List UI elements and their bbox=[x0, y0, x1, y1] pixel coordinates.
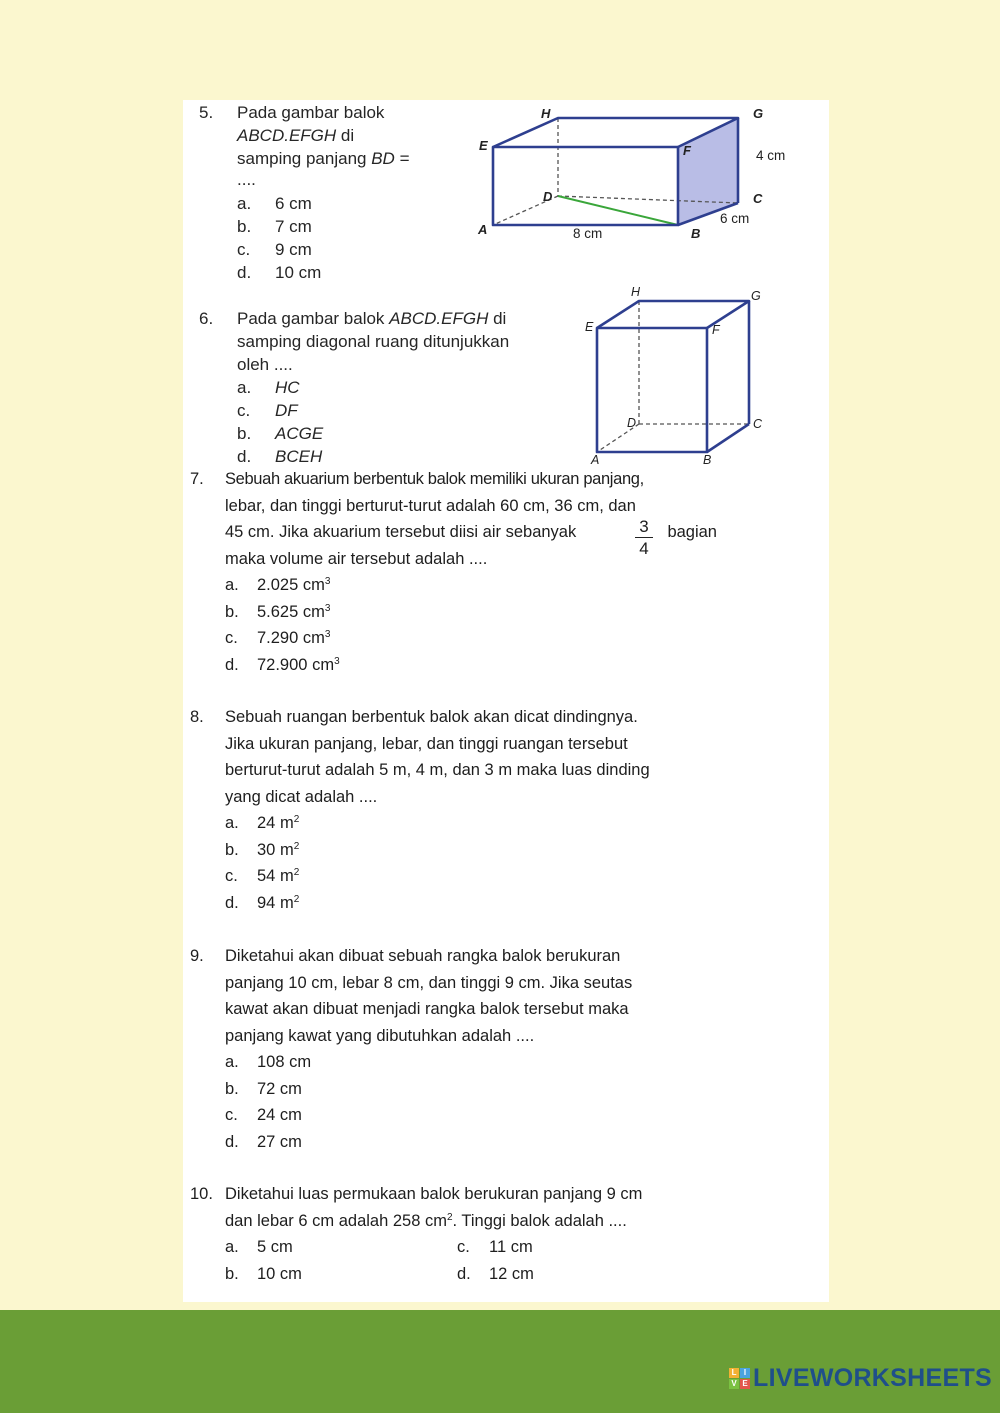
diagonal-bd bbox=[558, 196, 678, 225]
option-letter: c. bbox=[225, 1106, 238, 1124]
option-text: 72 cm bbox=[257, 1079, 302, 1098]
option-text: 10 cm bbox=[275, 263, 322, 282]
q6-option-c[interactable] bbox=[237, 399, 577, 422]
option-text: 11 cm bbox=[489, 1238, 533, 1256]
q7-stem bbox=[225, 466, 717, 678]
option-unit: cm bbox=[302, 576, 325, 594]
q7-option-c[interactable] bbox=[225, 625, 717, 652]
q9-option-a[interactable] bbox=[225, 1049, 717, 1076]
option-text: ACGE bbox=[275, 424, 324, 443]
q6-cuboid-figure bbox=[583, 286, 783, 466]
q8-option-a[interactable] bbox=[225, 810, 717, 837]
fig-q5-width-label: 6 cm bbox=[720, 211, 750, 226]
q6-line2: samping diagonal ruang ditunjukkan bbox=[237, 332, 510, 351]
q8-line2: Jika ukuran panjang, lebar, dan tinggi ruangan tersebut bbox=[225, 734, 628, 753]
option-text: BCEH bbox=[275, 447, 323, 466]
mark-e: E bbox=[740, 1379, 750, 1389]
option-exp: 3 bbox=[334, 655, 340, 667]
q10-options-row1 bbox=[225, 1234, 717, 1261]
q8-line1: Sebuah ruangan berbentuk balok akan dicat dindingnya. bbox=[225, 708, 638, 726]
fraction-denominator: 4 bbox=[639, 539, 649, 558]
q6-number: 6. bbox=[199, 309, 214, 328]
q10-option-d[interactable] bbox=[457, 1261, 534, 1288]
q10-option-c[interactable] bbox=[457, 1234, 533, 1261]
option-text: 27 cm bbox=[257, 1132, 302, 1151]
q5-option-a[interactable] bbox=[237, 192, 467, 215]
q5-shape-name: ABCD.EFGH bbox=[237, 126, 337, 145]
option-letter: a. bbox=[225, 814, 239, 832]
option-exp: 2 bbox=[293, 840, 300, 852]
fig-q6-label-f: F bbox=[712, 323, 720, 337]
top-edges bbox=[597, 301, 749, 328]
q7-line4: maka volume air tersebut adalah .... bbox=[225, 549, 488, 568]
option-unit: cm bbox=[302, 629, 325, 647]
q9-line3: kawat akan dibuat menjadi rangka balok tersebut maka bbox=[225, 1000, 629, 1018]
option-letter: a. bbox=[225, 1053, 239, 1071]
option-text: 10 cm bbox=[257, 1264, 302, 1283]
q10-line2-text: dan lebar 6 cm adalah 258 cm bbox=[225, 1211, 447, 1230]
worksheet-paper bbox=[183, 100, 829, 1302]
q10-line1: Diketahui luas permukaan balok berukuran panjang 9 cm bbox=[225, 1185, 643, 1203]
option-exp: 3 bbox=[324, 576, 331, 587]
q5-dots: .... bbox=[237, 170, 256, 189]
option-letter: a. bbox=[237, 378, 252, 397]
option-text: DF bbox=[275, 401, 298, 420]
fraction-bar bbox=[635, 537, 653, 538]
q9-line1: Diketahui akan dibuat sebuah rangka balok berukuran bbox=[225, 947, 621, 965]
q5-stem bbox=[237, 101, 467, 284]
q10-line2-exp: 2 bbox=[446, 1211, 453, 1223]
option-value: 54 bbox=[257, 867, 276, 885]
option-text: 6 cm bbox=[275, 194, 312, 213]
option-letter: d. bbox=[225, 893, 239, 912]
q9-stem bbox=[225, 943, 717, 1155]
option-value: 7.290 bbox=[257, 629, 299, 647]
q5-option-d[interactable] bbox=[237, 261, 467, 284]
edge-cb bbox=[707, 424, 749, 452]
q7-line3-end: bagian bbox=[667, 523, 717, 541]
option-unit: m bbox=[279, 893, 294, 912]
q7-fraction bbox=[633, 517, 655, 558]
option-exp: 3 bbox=[324, 629, 331, 640]
q9-number: 9. bbox=[190, 947, 204, 965]
q6-option-b[interactable] bbox=[237, 422, 577, 445]
q10-line2 bbox=[225, 1208, 717, 1235]
q5-option-b[interactable] bbox=[237, 215, 467, 238]
q10-option-a[interactable] bbox=[225, 1234, 293, 1261]
q8-option-d[interactable] bbox=[225, 890, 717, 917]
option-unit: m bbox=[279, 840, 294, 859]
q5-eq: = bbox=[399, 149, 410, 168]
option-value: 30 bbox=[257, 840, 276, 859]
option-value: 72.900 bbox=[257, 655, 308, 674]
option-letter: c. bbox=[225, 867, 238, 885]
option-letter: d. bbox=[237, 447, 252, 466]
fig-q6-label-e: E bbox=[585, 320, 594, 334]
option-unit: cm bbox=[302, 602, 325, 621]
q6-line1-end: di bbox=[493, 309, 507, 328]
option-text: 24 cm bbox=[257, 1106, 302, 1124]
fig-q6-label-b: B bbox=[703, 453, 712, 466]
q7-line2: lebar, dan tinggi berturut-turut adalah 60 cm, 36 cm, dan bbox=[225, 496, 636, 515]
option-unit: m bbox=[279, 867, 294, 885]
option-letter: b. bbox=[225, 1079, 239, 1098]
option-letter: a. bbox=[237, 194, 252, 213]
q5-line3: samping panjang bbox=[237, 149, 367, 168]
q10-stem bbox=[225, 1181, 717, 1287]
q7-option-d[interactable] bbox=[225, 652, 717, 679]
fig-q5-height-label: 4 cm bbox=[756, 148, 786, 163]
q8-option-b[interactable] bbox=[225, 837, 717, 864]
q7-line3-text: 45 cm. Jika akuarium tersebut diisi air sebanyak bbox=[225, 523, 577, 541]
q6-line3: oleh .... bbox=[237, 355, 293, 374]
q9-option-d[interactable] bbox=[225, 1129, 717, 1156]
option-letter: b. bbox=[237, 424, 252, 443]
fig-q6-label-c: C bbox=[753, 417, 763, 431]
mark-l: L bbox=[729, 1368, 739, 1378]
option-exp: 2 bbox=[293, 867, 300, 878]
right-face bbox=[678, 118, 738, 225]
q10-number: 10. bbox=[190, 1185, 213, 1203]
fig-q5-label-h: H bbox=[541, 106, 551, 121]
fraction-numerator: 3 bbox=[639, 517, 649, 536]
fig-q5-length-label: 8 cm bbox=[573, 226, 603, 241]
q9-option-b[interactable] bbox=[225, 1076, 717, 1103]
q9-line2: panjang 10 cm, lebar 8 cm, dan tinggi 9 cm. Jika seutas bbox=[225, 973, 633, 992]
mark-v: V bbox=[729, 1379, 739, 1389]
fig-q5-label-c: C bbox=[753, 191, 763, 206]
option-letter: c. bbox=[237, 401, 251, 420]
option-letter: b. bbox=[225, 602, 239, 621]
q5-option-c[interactable] bbox=[237, 238, 467, 261]
q5-line2: di bbox=[340, 126, 355, 145]
option-text: 5 cm bbox=[257, 1238, 293, 1256]
fig-q5-label-f: F bbox=[683, 143, 691, 158]
q8-option-c[interactable] bbox=[225, 863, 717, 890]
option-letter: b. bbox=[237, 217, 252, 236]
liveworksheets-mark-icon bbox=[729, 1368, 750, 1389]
option-letter: d. bbox=[237, 263, 252, 282]
q7-option-a[interactable] bbox=[225, 572, 717, 599]
fig-q5-label-b: B bbox=[691, 226, 701, 241]
q8-line4: yang dicat adalah .... bbox=[225, 787, 378, 806]
liveworksheets-wordmark: LIVEWORKSHEETS bbox=[753, 1363, 992, 1392]
option-value: 24 bbox=[257, 814, 276, 832]
q7-line1: Sebuah akuarium berbentuk balok memiliki ukuran panjang, bbox=[225, 470, 644, 488]
fig-q5-label-g: G bbox=[753, 106, 764, 121]
fig-q5-label-d: D bbox=[543, 189, 553, 204]
front-face bbox=[493, 147, 678, 225]
option-letter: d. bbox=[457, 1264, 471, 1283]
q5-bd: BD bbox=[371, 149, 395, 168]
q10-line2-end: . Tinggi balok adalah .... bbox=[452, 1211, 627, 1230]
q6-line1: Pada gambar balok bbox=[237, 309, 385, 328]
q10-option-b[interactable] bbox=[225, 1261, 302, 1288]
fig-q5-label-e: E bbox=[479, 138, 488, 153]
option-value: 2.025 bbox=[257, 576, 299, 594]
option-letter: d. bbox=[225, 1132, 239, 1151]
q9-option-c[interactable] bbox=[225, 1102, 717, 1129]
option-unit: m bbox=[279, 814, 294, 832]
q8-line3: berturut-turut adalah 5 m, 4 m, dan 3 m maka luas dinding bbox=[225, 761, 650, 779]
option-value: 94 bbox=[257, 893, 276, 912]
option-letter: b. bbox=[225, 840, 239, 859]
option-letter: c. bbox=[237, 240, 251, 259]
option-letter: d. bbox=[225, 655, 239, 674]
q9-line4: panjang kawat yang dibutuhkan adalah .... bbox=[225, 1026, 535, 1045]
option-letter: c. bbox=[225, 629, 238, 647]
option-unit: cm bbox=[312, 655, 335, 674]
option-text: 12 cm bbox=[489, 1264, 534, 1283]
q8-stem bbox=[225, 704, 717, 916]
q10-options-row2 bbox=[225, 1261, 717, 1288]
option-letter: a. bbox=[225, 576, 239, 594]
fig-q5-label-a: A bbox=[478, 222, 488, 237]
q5-cuboid-figure bbox=[473, 100, 803, 245]
option-exp: 2 bbox=[293, 893, 300, 905]
option-letter: a. bbox=[225, 1238, 239, 1256]
mark-i: I bbox=[740, 1368, 750, 1378]
q6-option-d[interactable] bbox=[237, 445, 577, 468]
fig-q6-label-d: D bbox=[627, 416, 637, 430]
option-letter: c. bbox=[457, 1238, 470, 1256]
front-face bbox=[597, 328, 707, 452]
q5-number: 5. bbox=[199, 103, 214, 122]
option-value: 5.625 bbox=[257, 602, 299, 621]
option-text: HC bbox=[275, 378, 300, 397]
fig-q6-label-a: A bbox=[591, 453, 600, 466]
option-text: 9 cm bbox=[275, 240, 312, 259]
option-text: 7 cm bbox=[275, 217, 312, 236]
q5-line1: Pada gambar balok bbox=[237, 103, 385, 122]
q6-shape-name: ABCD.EFGH bbox=[389, 309, 489, 328]
q6-option-a[interactable] bbox=[237, 376, 577, 399]
footer-bar bbox=[0, 1310, 1000, 1413]
fig-q6-label-g: G bbox=[751, 289, 761, 303]
q7-option-b[interactable] bbox=[225, 599, 717, 626]
option-exp: 3 bbox=[324, 602, 331, 614]
q7-number: 7. bbox=[190, 470, 204, 488]
q6-stem bbox=[237, 307, 577, 468]
q8-number: 8. bbox=[190, 708, 204, 726]
option-exp: 2 bbox=[293, 814, 300, 825]
fig-q6-label-h: H bbox=[631, 286, 641, 299]
liveworksheets-logo[interactable] bbox=[729, 1364, 992, 1392]
option-text: 108 cm bbox=[257, 1053, 312, 1071]
option-letter: b. bbox=[225, 1264, 239, 1283]
